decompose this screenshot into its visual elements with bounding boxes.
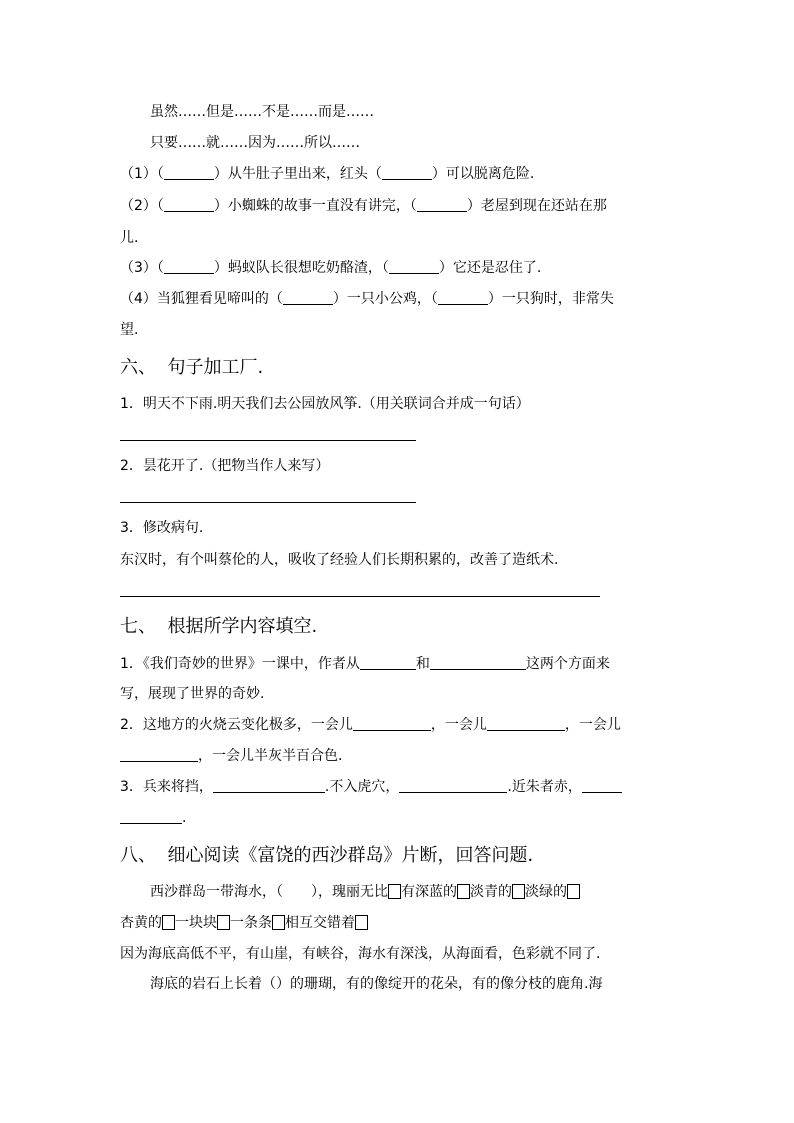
blank-field[interactable] — [382, 165, 432, 180]
blank-field[interactable] — [164, 259, 214, 274]
fill-question-4-continued: 望. — [120, 322, 139, 338]
text-part: . — [182, 810, 187, 826]
section-7-question-1-continued: 写，展现了世界的奇妙. — [120, 686, 265, 702]
text-part: 当狐狸看见啼叫的（ — [156, 291, 283, 307]
text-part: 一块块 — [175, 915, 217, 931]
answer-line[interactable] — [120, 502, 416, 503]
fill-question-2-continued: 儿. — [120, 230, 139, 246]
passage-line-4: 海底的岩石上长着（）的珊瑚，有的像绽开的花朵，有的像分枝的鹿角.海 — [150, 976, 603, 992]
text-part: ）一只狗时，非常失 — [487, 291, 614, 307]
text-part: 淡青的 — [470, 884, 512, 900]
section-title: 细心阅读《富饶的西沙群岛》片断，回答问题． — [167, 845, 546, 866]
text-part: ）老屋到现在还站在那 — [466, 198, 607, 214]
connective-pair-2: 只要……就……因为……所以…… — [150, 135, 360, 151]
text-part: ，一会儿 — [564, 717, 621, 733]
fill-question-4 — [120, 289, 614, 309]
fill-question-2 — [120, 196, 607, 216]
blank-field[interactable] — [582, 778, 622, 793]
text-part: 杏黄的 — [120, 915, 162, 931]
text-part: （ — [156, 166, 164, 182]
blank-field[interactable] — [164, 165, 214, 180]
section-6-heading — [120, 356, 263, 380]
punctuation-box[interactable] — [388, 884, 401, 899]
punctuation-box[interactable] — [355, 915, 368, 930]
section-7-question-2-continued — [120, 746, 342, 766]
text-part: ）蚂蚁队长很想吃奶酪渣，（ — [213, 260, 389, 276]
text-part: ，一会儿 — [430, 717, 487, 733]
blank-field[interactable] — [120, 747, 198, 762]
blank-field[interactable] — [353, 716, 431, 731]
blank-field[interactable] — [283, 290, 333, 305]
punctuation-box[interactable] — [162, 915, 175, 930]
section-title: 句子加工厂. — [167, 357, 264, 378]
blank-field[interactable] — [213, 778, 325, 793]
text-part: （ — [156, 198, 164, 214]
connective-pair-1: 虽然……但是……不是……而是…… — [150, 104, 374, 120]
answer-line[interactable] — [120, 596, 600, 597]
blank-field[interactable] — [360, 655, 416, 670]
faulty-sentence: 东汉时，有个叫蔡伦的人，吸收了经验人们长期积累的，改善了造纸术. — [120, 552, 559, 568]
blank-field[interactable] — [389, 259, 439, 274]
section-6-question-2: 2．昙花开了.（把物当作人来写） — [120, 458, 330, 474]
text-part: ）从牛肚子里出来，红头（ — [213, 166, 382, 182]
blank-field[interactable] — [399, 778, 507, 793]
text-part: 西沙群岛一带海水，（ ），瑰丽无比 — [150, 884, 388, 900]
blank-field[interactable] — [120, 809, 182, 824]
section-number: 六、 — [120, 357, 156, 378]
section-7-question-3-continued — [120, 808, 186, 828]
section-6-question-1: 1．明天不下雨.明天我们去公园放风筝.（用关联词合并成一句话） — [120, 396, 530, 412]
text-part: 3．兵来将挡， — [120, 779, 213, 795]
text-part: ）一只小公鸡，（ — [332, 291, 438, 307]
blank-field[interactable] — [487, 716, 565, 731]
section-number: 八、 — [120, 845, 156, 866]
passage-line-2 — [120, 913, 368, 933]
text-part: .近朱者赤， — [507, 779, 582, 795]
section-8-heading — [120, 844, 545, 868]
question-number: （2） — [120, 198, 157, 214]
text-part: 这两个方面来 — [525, 656, 610, 672]
passage-line-1 — [150, 882, 580, 902]
section-title: 根据所学内容填空. — [167, 616, 318, 637]
blank-field[interactable] — [417, 197, 467, 212]
text-part: ）小蜘蛛的故事一直没有讲完，（ — [213, 198, 417, 214]
text-part: 有深蓝的 — [401, 884, 457, 900]
text-part: ）可以脱离危险. — [431, 166, 535, 182]
text-part: 1．《我们奇妙的世界》一课中，作者从 — [120, 656, 360, 672]
question-number: （1） — [120, 166, 157, 182]
text-part: ）它还是忍住了. — [438, 260, 542, 276]
text-part: 相互交错着 — [285, 915, 355, 931]
section-7-heading — [120, 615, 317, 639]
section-7-question-3 — [120, 777, 622, 797]
punctuation-box[interactable] — [457, 884, 470, 899]
text-part: （ — [156, 260, 164, 276]
text-part: 一条条 — [230, 915, 272, 931]
section-7-question-1 — [120, 654, 610, 674]
text-part: ，一会儿半灰半百合色. — [198, 748, 343, 764]
section-6-question-3: 3．修改病句. — [120, 520, 204, 536]
fill-question-3 — [120, 258, 541, 278]
punctuation-box[interactable] — [217, 915, 230, 930]
question-number: （4） — [120, 291, 157, 307]
text-part: 2．这地方的火烧云变化极多，一会儿 — [120, 717, 353, 733]
fill-question-1 — [120, 164, 534, 184]
blank-field[interactable] — [438, 290, 488, 305]
text-part: 和 — [415, 656, 430, 672]
text-part: .不入虎穴， — [324, 779, 400, 795]
question-number: （3） — [120, 260, 157, 276]
section-7-question-2 — [120, 715, 621, 735]
passage-line-3: 因为海底高低不平，有山崖，有峡谷，海水有深浅，从海面看，色彩就不同了. — [120, 946, 601, 962]
punctuation-box[interactable] — [567, 884, 580, 899]
punctuation-box[interactable] — [272, 915, 285, 930]
section-number: 七、 — [120, 616, 156, 637]
punctuation-box[interactable] — [512, 884, 525, 899]
blank-field[interactable] — [164, 197, 214, 212]
answer-line[interactable] — [120, 440, 416, 441]
text-part: 淡绿的 — [525, 884, 567, 900]
blank-field[interactable] — [430, 655, 526, 670]
